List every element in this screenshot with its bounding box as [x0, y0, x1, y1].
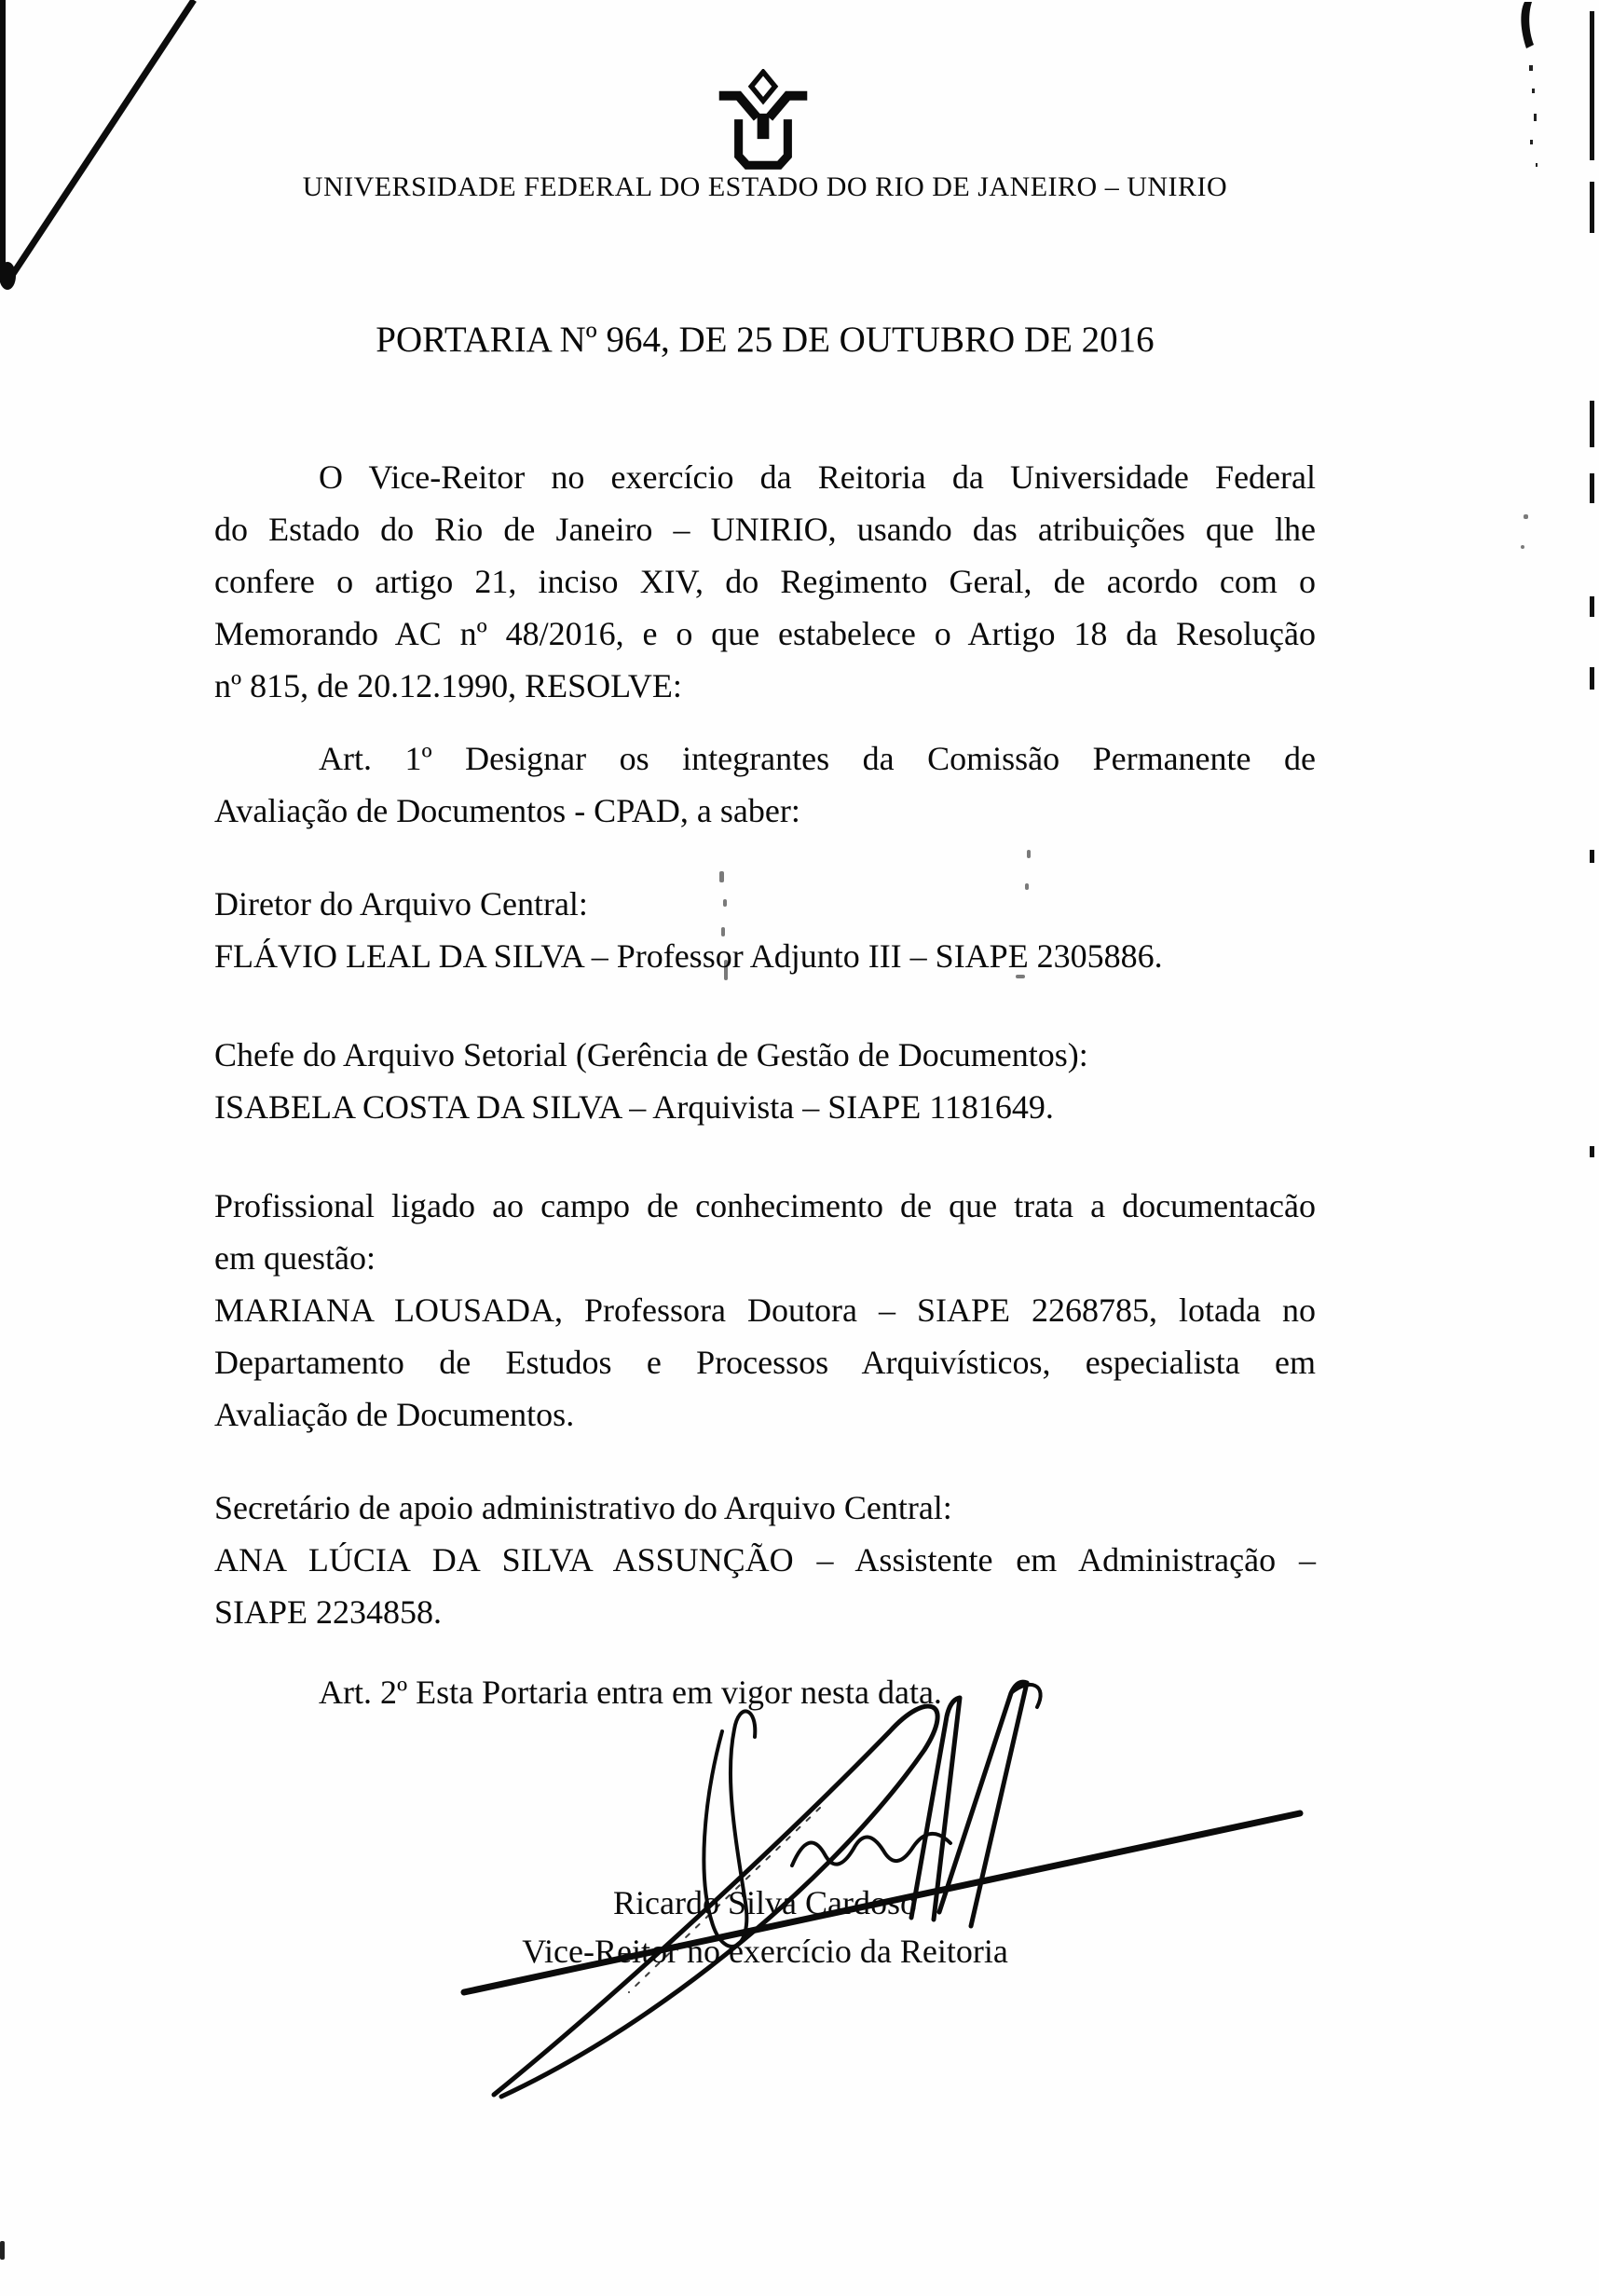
scan-speck [0, 2241, 5, 2260]
member-name: MARIANA LOUSADA, Professora Doutora – SIAPE 2268785, lotada no [214, 1292, 1316, 1329]
scan-edge-artifact [1590, 596, 1594, 617]
signer-name: Ricardo Silva Cardoso [613, 1884, 917, 1921]
member-role: Chefe do Arquivo Setorial (Gerência de Gestão de Documentos): [214, 1036, 1088, 1073]
page-corner-fold-artifact [0, 0, 214, 308]
article-1-paragraph [214, 732, 1316, 837]
member-role: Secretário de apoio administrativo do Arquivo Central: [214, 1489, 952, 1526]
member-name: FLÁVIO LEAL DA SILVA – Professor Adjunto III – SIAPE 2305886. [214, 937, 1163, 975]
institution-name: UNIVERSIDADE FEDERAL DO ESTADO DO RIO DE JANEIRO – UNIRIO [302, 171, 1228, 202]
signer-role: Vice-Reitor no exercício da Reitoria [522, 1933, 1008, 1970]
scan-edge-artifact [1590, 850, 1594, 863]
member-professional-block [214, 1180, 1316, 1441]
member-role: Diretor do Arquivo Central: [214, 885, 588, 922]
member-detail: SIAPE 2234858. [214, 1593, 443, 1631]
preamble-paragraph [214, 451, 1316, 712]
text-line: nº 815, de 20.12.1990, RESOLVE: [214, 667, 682, 704]
member-chief-block [214, 1029, 1316, 1133]
scan-edge-artifact [1590, 11, 1594, 160]
member-role: em questão: [214, 1239, 376, 1277]
text-line: Memorando AC nº 48/2016, e o que estabelece o Artigo 18 da Resolução [214, 615, 1316, 652]
member-secretary-block [214, 1482, 1316, 1638]
text-line: Art. 2º Esta Portaria entra em vigor nesta data. [319, 1674, 942, 1711]
scan-edge-artifact [1590, 473, 1594, 503]
document-title: PORTARIA Nº 964, DE 25 DE OUTUBRO DE 2016 [376, 320, 1155, 360]
scan-edge-artifact [1590, 667, 1594, 690]
scan-edge-artifact [1590, 182, 1594, 233]
scan-speck [1524, 514, 1528, 519]
member-name: ANA LÚCIA DA SILVA ASSUNÇÃO – Assistente em Administração – [214, 1541, 1316, 1578]
text-line: O Vice-Reitor no exercício da Reitoria da Universidade Federal [319, 458, 1316, 496]
member-detail: Avaliação de Documentos. [214, 1396, 575, 1433]
ink-mark-artifact [1511, 0, 1549, 177]
text-line: Avaliação de Documentos - CPAD, a saber: [214, 792, 800, 829]
text-line: Art. 1º Designar os integrantes da Comissão Permanente de [319, 740, 1316, 777]
member-name: ISABELA COSTA DA SILVA – Arquivista – SIAPE 1181649. [214, 1088, 1054, 1126]
text-line: do Estado do Rio de Janeiro – UNIRIO, usando das atribuições que lhe [214, 511, 1316, 548]
member-director-block [214, 878, 1316, 982]
scan-speck [1521, 545, 1524, 549]
text-line: confere o artigo 21, inciso XIV, do Regimento Geral, de acordo com o [214, 563, 1316, 600]
scan-edge-artifact [1590, 1146, 1594, 1157]
member-role: Profissional ligado ao campo de conhecimento de que trata a documentacão [214, 1187, 1316, 1224]
scan-edge-artifact [1590, 401, 1594, 447]
member-detail: Departamento de Estudos e Processos Arquivísticos, especialista em [214, 1344, 1316, 1381]
scan-speck [1027, 850, 1031, 858]
unirio-logo [717, 69, 810, 173]
